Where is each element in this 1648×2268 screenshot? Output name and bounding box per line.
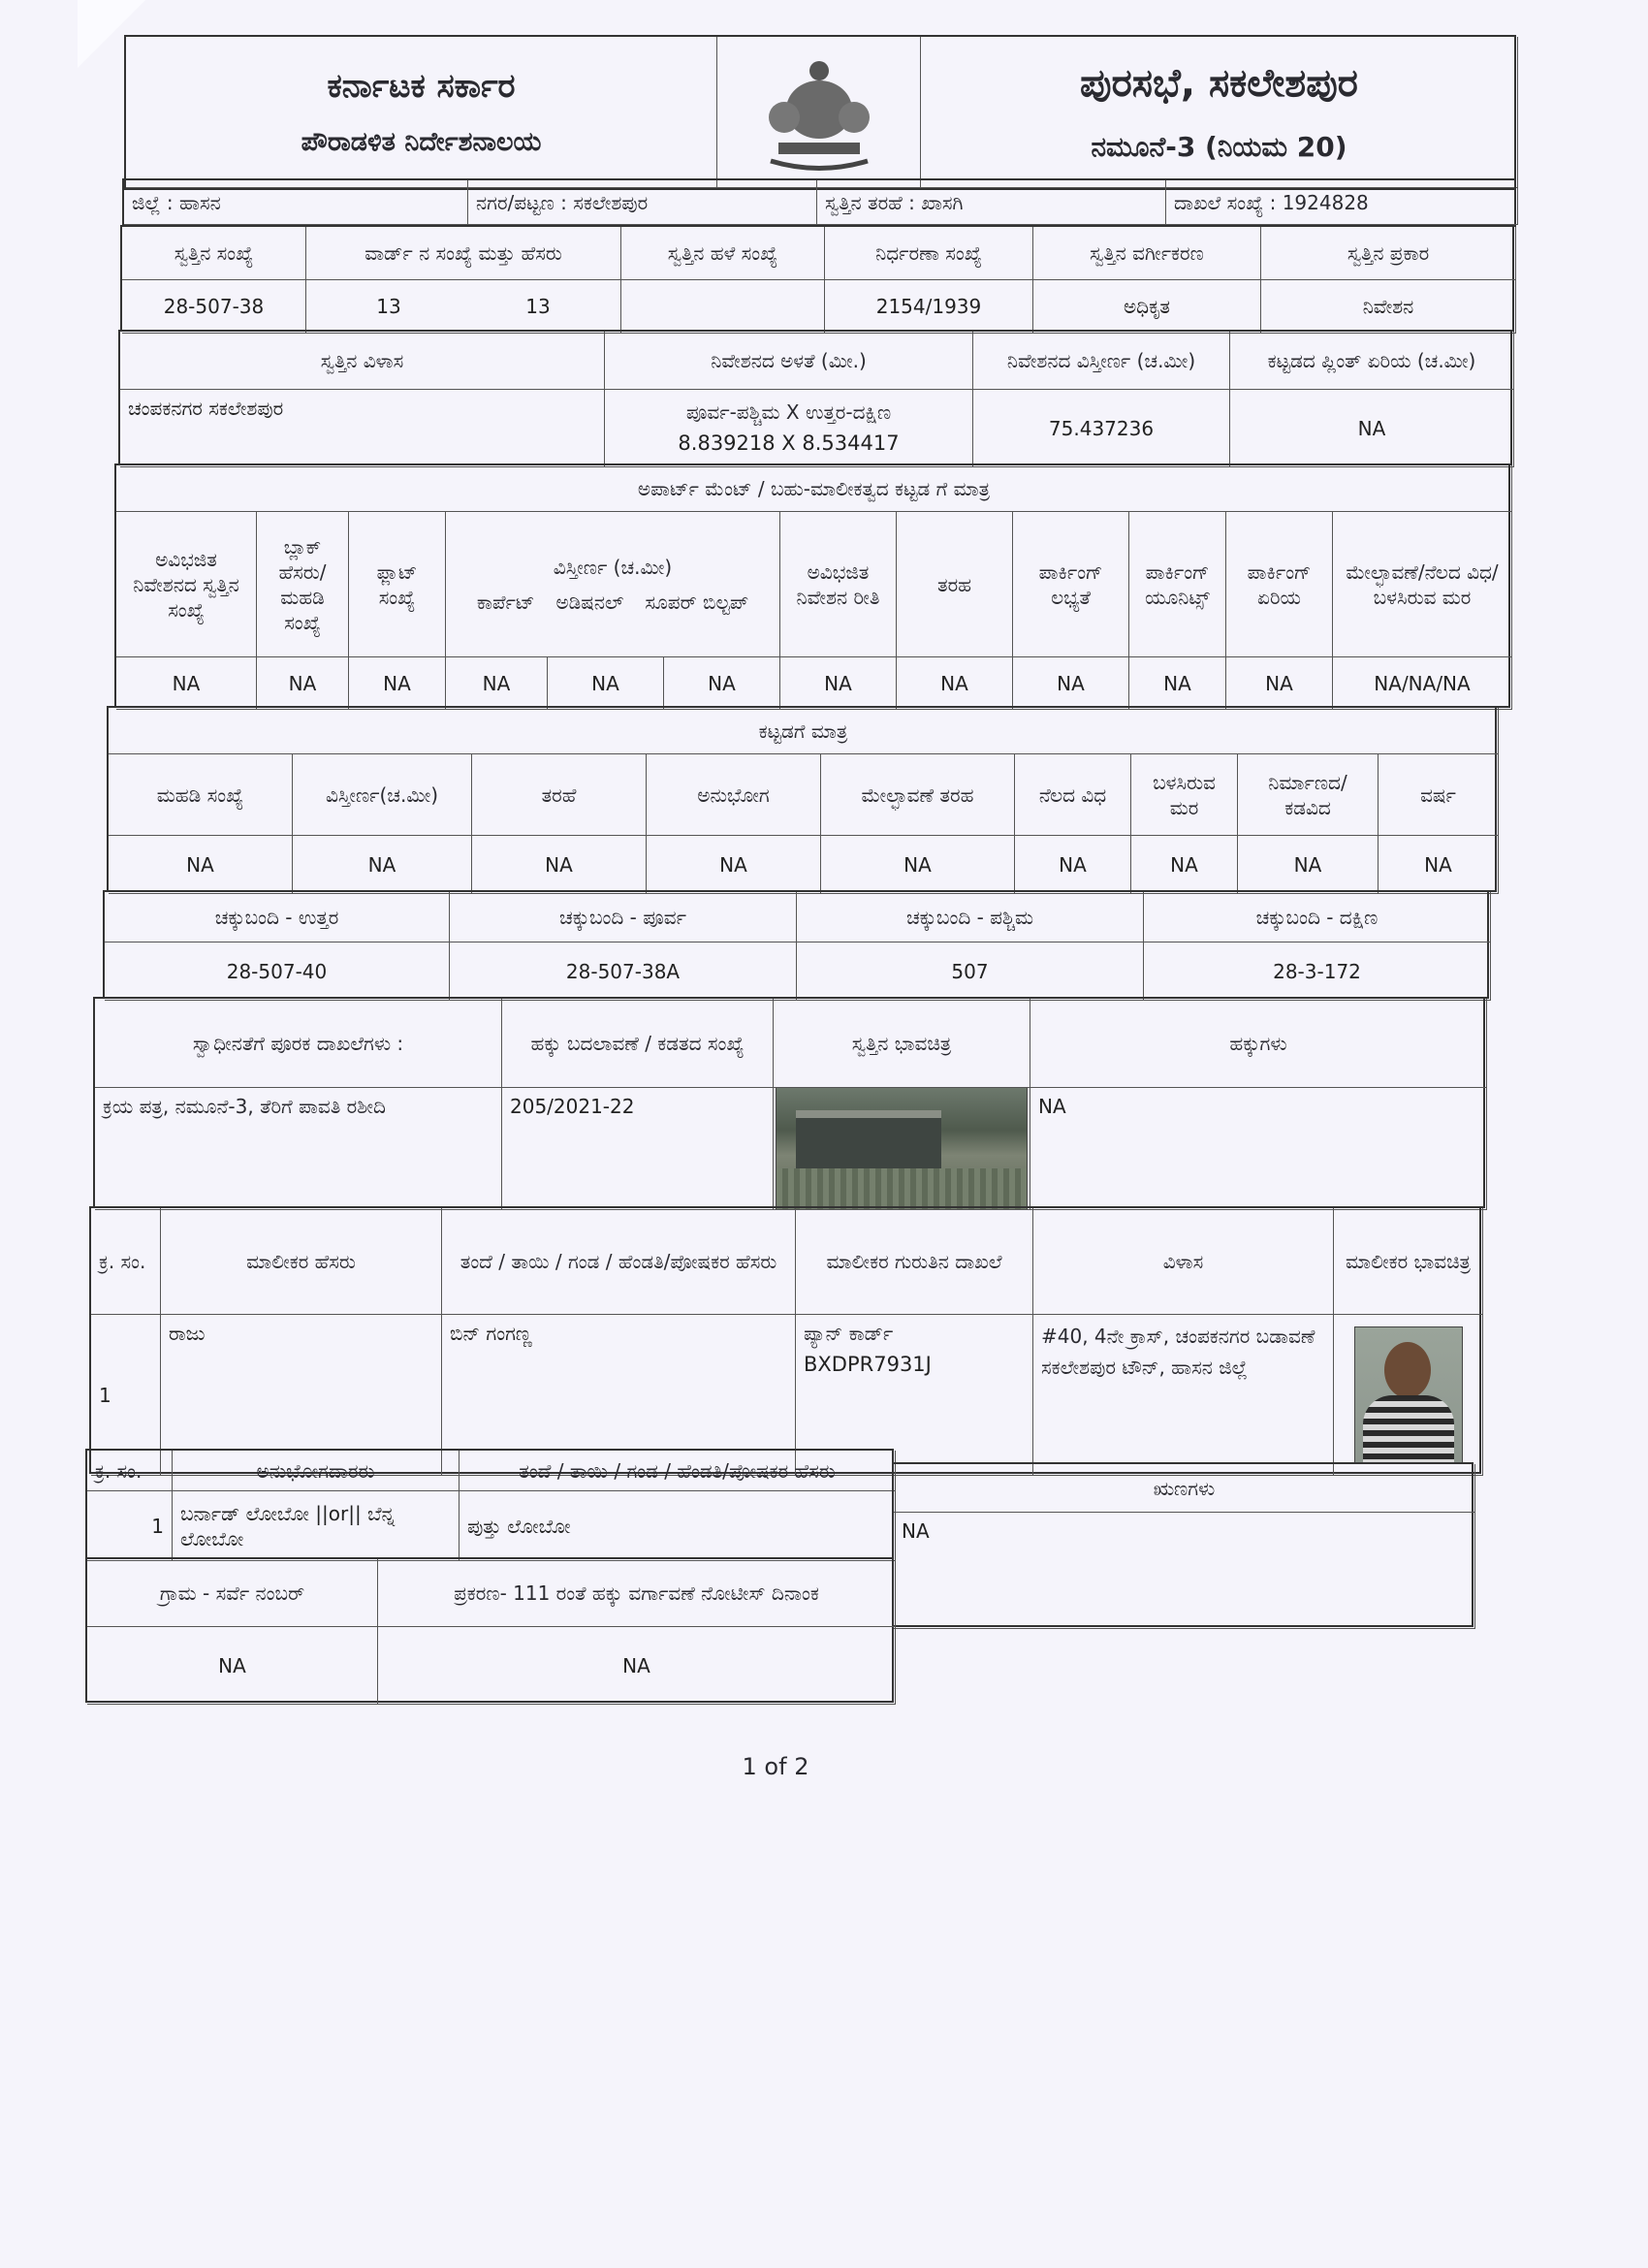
owner-id-header: ಮಾಲೀಕರ ಗುರುತಿನ ದಾಖಲೆ xyxy=(796,1208,1033,1315)
apartment-value: NA xyxy=(1013,657,1129,710)
block-header: ಬ್ಲಾಕ್ ಹೆಸರು/ ಮಹಡಿ ಸಂಖ್ಯೆ xyxy=(257,512,349,657)
classification-header: ಸ್ವತ್ತಿನ ವರ್ಗೀಕರಣ xyxy=(1033,227,1261,280)
east-boundary-header: ಚಕ್ಕುಬಂದಿ - ಪೂರ್ವ xyxy=(450,892,797,942)
apartment-value: NA xyxy=(1129,657,1226,710)
owner-photo-cell xyxy=(1334,1315,1483,1476)
area-subheaders xyxy=(477,590,748,615)
page-number: 1 of 2 xyxy=(742,1753,809,1780)
form-title: ನಮೂನೆ-3 (ನಿಯಮ 20) xyxy=(1091,131,1347,164)
ward-value xyxy=(306,280,621,334)
occupant-sl-header: ಕ್ರ. ಸಂ. xyxy=(87,1451,173,1491)
kind-header: ಸ್ವತ್ತಿನ ಪ್ರಕಾರ xyxy=(1261,227,1516,280)
header-right xyxy=(921,37,1518,188)
apartment-value: NA/NA/NA xyxy=(1333,657,1512,710)
building-value: NA xyxy=(1379,836,1499,894)
record-number-field: ದಾಖಲೆ ಸಂಖ್ಯೆ : 1924828 xyxy=(1166,180,1518,225)
north-boundary-header: ಚಕ್ಕುಬಂದಿ - ಉತ್ತರ xyxy=(105,892,450,942)
building-value: NA xyxy=(647,836,821,894)
owner-address-header: ವಿಳಾಸ xyxy=(1033,1208,1334,1315)
old-no-value xyxy=(621,280,825,334)
classification-value: ಅಧಿಕೃತ xyxy=(1033,280,1261,334)
prop-no-value: 28-507-38 xyxy=(122,280,306,334)
south-boundary-value: 28-3-172 xyxy=(1144,942,1491,1001)
west-boundary-value: 507 xyxy=(797,942,1144,1001)
ward-header: ವಾರ್ಡ್ ನ ಸಂಖ್ಯೆ ಮತ್ತು ಹೆಸರು xyxy=(306,227,621,280)
east-boundary-value: 28-507-38A xyxy=(450,942,797,1001)
west-boundary-header: ಚಕ್ಕುಬಂದಿ - ಪಶ್ಚಿಮ xyxy=(797,892,1144,942)
building-title: ಕಟ್ಟಡಗೆ ಮಾತ್ರ xyxy=(109,708,1499,754)
kind-value: ನಿವೇಶನ xyxy=(1261,280,1516,334)
owner-name-header: ಮಾಲೀಕರ ಹೆಸರು xyxy=(161,1208,442,1315)
property-photo-header: ಸ್ವತ್ತಿನ ಭಾವಚಿತ್ರ xyxy=(774,999,1030,1088)
parking-area-header: ಪಾರ್ಕಿಂಗ್ ಏರಿಯ xyxy=(1226,512,1333,657)
type-header: ತರಹ xyxy=(897,512,1013,657)
additional-header: ಅಡಿಷನಲ್ xyxy=(555,590,624,614)
emblem-cell xyxy=(717,37,921,188)
owner-photo-head xyxy=(1384,1342,1431,1398)
building-header: ವರ್ಷ xyxy=(1379,754,1499,836)
site-details-table xyxy=(118,330,1512,465)
building-header: ಮಹಡಿ ಸಂಖ್ಯೆ xyxy=(109,754,293,836)
flat-header: ಫ್ಲಾಟ್ ಸಂಖ್ಯೆ xyxy=(349,512,446,657)
parking-availability-header: ಪಾರ್ಕಿಂಗ್ ಲಭ್ಯತೆ xyxy=(1013,512,1129,657)
building-header: ವಿಸ್ತೀರ್ಣ(ಚ.ಮೀ) xyxy=(293,754,472,836)
owner-photo xyxy=(1354,1326,1463,1464)
ward-number: 13 xyxy=(376,295,401,318)
occupant-sl-value: 1 xyxy=(87,1491,173,1561)
dimensions-value xyxy=(605,390,973,467)
apartment-value: NA xyxy=(548,657,664,710)
building-header: ಬಳಸಿರುವ ಮರ xyxy=(1131,754,1238,836)
owner-table xyxy=(89,1206,1481,1474)
apartment-value: NA xyxy=(780,657,897,710)
building-value: NA xyxy=(1131,836,1238,894)
owner-sl-header: ಕ್ರ. ಸಂ. xyxy=(91,1208,161,1315)
area-header: ನಿವೇಶನದ ವಿಸ್ತೀರ್ಣ (ಚ.ಮೀ) xyxy=(973,332,1230,390)
govt-title: ಕರ್ನಾಟಕ ಸರ್ಕಾರ xyxy=(327,66,516,106)
village-survey-value: NA xyxy=(87,1627,378,1705)
property-photo-cell xyxy=(774,1088,1030,1210)
rights-value: NA xyxy=(1030,1088,1487,1210)
parking-units-header: ಪಾರ್ಕಿಂಗ್ ಯೂನಿಟ್ಸ್ xyxy=(1129,512,1226,657)
owner-sl-value: 1 xyxy=(91,1315,161,1476)
building-value: NA xyxy=(1238,836,1379,894)
dimensions-header: ನಿವೇಶನದ ಅಳತೆ (ಮೀ.) xyxy=(605,332,973,390)
building-header: ನೆಲದ ವಿಧ xyxy=(1015,754,1131,836)
directorate-title: ಪೌರಾಡಳಿತ ನಿರ್ದೇಶನಾಲಯ xyxy=(301,127,542,158)
supporting-docs-value: ಕ್ರಯ ಪತ್ರ, ನಮೂನೆ-3, ತೆರಿಗೆ ಪಾವತಿ ರಶೀದಿ xyxy=(95,1088,502,1210)
dimensions-numbers: 8.839218 X 8.534417 xyxy=(678,431,900,455)
prop-no-header: ಸ್ವತ್ತಿನ ಸಂಖ್ಯೆ xyxy=(122,227,306,280)
transfer-notice-value: NA xyxy=(378,1627,896,1705)
owner-parent-value: ಬಿನ್ ಗಂಗಣ್ಣ xyxy=(442,1315,796,1476)
apartment-table xyxy=(114,463,1510,708)
transfer-header: ಹಕ್ಕು ಬದಲಾವಣೆ / ಕಡತದ ಸಂಖ್ಯೆ xyxy=(502,999,774,1088)
apartment-value: NA xyxy=(349,657,446,710)
apartment-value: NA xyxy=(664,657,780,710)
header-left xyxy=(126,37,717,188)
boundary-table xyxy=(103,890,1489,999)
occupant-table xyxy=(85,1449,894,1559)
district-field: ಜಿಲ್ಲೆ : ಹಾಸನ xyxy=(124,180,468,225)
address-value: ಚಂಪಕನಗರ ಸಕಲೇಶಪುರ xyxy=(120,390,605,467)
building-header: ತರಹೆ xyxy=(472,754,647,836)
ward-name: 13 xyxy=(525,295,551,318)
old-no-header: ಸ್ವತ್ತಿನ ಹಳೆ ಸಂಖ್ಯೆ xyxy=(621,227,825,280)
owner-name-value: ರಾಜು xyxy=(161,1315,442,1476)
apartment-value: NA xyxy=(257,657,349,710)
north-boundary-value: 28-507-40 xyxy=(105,942,450,1001)
plinth-header: ಕಟ್ಟಡದ ಪ್ಲಿಂತ್ ಏರಿಯ (ಚ.ಮೀ) xyxy=(1230,332,1514,390)
info-row xyxy=(122,178,1516,227)
south-boundary-header: ಚಕ್ಕುಬಂದಿ - ದಕ್ಷಿಣ xyxy=(1144,892,1491,942)
town-field: ನಗರ/ಪಟ್ಟಣ : ಸಕಲೇಶಪುರ xyxy=(468,180,817,225)
roof-floor-wood-header: ಮೇಲ್ಛಾವಣೆ/ನೆಲದ ವಿಧ/ಬಳಸಿರುವ ಮರ xyxy=(1333,512,1512,657)
supporting-docs-header: ಸ್ವಾಧೀನತೆಗೆ ಪೂರಕ ದಾಖಲೆಗಳು : xyxy=(95,999,502,1088)
owner-address-value: #40, 4ನೇ ಕ್ರಾಸ್, ಚಂಪಕನಗರ ಬಡಾವಣೆ ಸಕಲೇಶಪುರ ಟೌನ್, ಹಾಸನ ಜಿಲ್ಲೆ xyxy=(1033,1315,1334,1476)
building-value: NA xyxy=(293,836,472,894)
occupant-name-header: ಅನುಭೋಗದಾರರು xyxy=(173,1451,460,1491)
property-number-table xyxy=(120,225,1514,332)
liabilities-header: ಋಣಗಳು xyxy=(894,1464,1475,1513)
liabilities-value: NA xyxy=(894,1513,1475,1629)
transfer-notice-header: ಪ್ರಕರಣ- 111 ರಂತೆ ಹಕ್ಕು ವರ್ಗಾವಣೆ ನೋಟೀಸ್ ದಿನಾಂಕ xyxy=(378,1559,896,1627)
state-emblem-icon xyxy=(751,49,887,176)
superbuilt-header: ಸೂಪರ್ ಬಿಲ್ಟಪ್ xyxy=(645,590,749,614)
village-survey-header: ಗ್ರಾಮ - ಸರ್ವೆ ನಂಬರ್ xyxy=(87,1559,378,1627)
apartment-value: NA xyxy=(897,657,1013,710)
apartment-title: ಅಪಾರ್ಟ್ ಮೆಂಟ್ / ಬಹು-ಮಾಲೀಕತ್ವದ ಕಟ್ಟಡ ಗೆ ಮಾತ್ರ xyxy=(116,465,1512,512)
building-value: NA xyxy=(472,836,647,894)
occupant-name-value: ಬರ್ನಾಡ್ ಲೋಬೋ ||or|| ಬೆನ್ನ ಲೋಬೋ xyxy=(173,1491,460,1561)
building-value: NA xyxy=(109,836,293,894)
rights-header: ಹಕ್ಕುಗಳು xyxy=(1030,999,1487,1088)
property-photo xyxy=(776,1088,1028,1210)
owner-parent-header: ತಂದೆ / ತಾಯಿ / ಗಂಡ / ಹೆಂಡತಿ/ಪೋಷಕರ ಹೆಸರು xyxy=(442,1208,796,1315)
area-group-header xyxy=(446,512,780,657)
building-value: NA xyxy=(821,836,1015,894)
carpet-header: ಕಾರ್ಪೆಟ್ xyxy=(476,590,535,614)
building-header: ನಿರ್ಮಾಣದ/ ಕಡವಿದ xyxy=(1238,754,1379,836)
survey-table xyxy=(85,1557,894,1703)
property-type-field: ಸ್ವತ್ತಿನ ತರಹೆ : ಖಾಸಗಿ xyxy=(817,180,1166,225)
building-value: NA xyxy=(1015,836,1131,894)
building-table xyxy=(107,706,1497,892)
area-group-label: ವಿಸ್ತೀರ್ಣ (ಚ.ಮೀ) xyxy=(553,555,673,579)
assessment-value: 2154/1939 xyxy=(825,280,1033,334)
plinth-value: NA xyxy=(1230,390,1514,467)
occupant-parent-value: ಪುತ್ತು ಲೋಬೋ xyxy=(460,1491,896,1561)
apartment-value: NA xyxy=(1226,657,1333,710)
municipality-title: ಪುರಸಭೆ, ಸಕಲೇಶಪುರ xyxy=(1080,61,1358,107)
owner-photo-body xyxy=(1363,1395,1454,1464)
undivided-method-header: ಅವಿಭಜಿತ ನಿವೇಶನ ರೀತಿ xyxy=(780,512,897,657)
apartment-value: NA xyxy=(116,657,257,710)
liabilities-table xyxy=(892,1462,1474,1627)
address-header: ಸ್ವತ್ತಿನ ವಿಳಾಸ xyxy=(120,332,605,390)
dimensions-label: ಪೂರ್ವ-ಪಶ್ಚಿಮ X ಉತ್ತರ-ದಕ್ಷಿಣ xyxy=(685,399,892,424)
building-header: ಮೇಲ್ಛಾವಣೆ ತರಹ xyxy=(821,754,1015,836)
building-header: ಅನುಭೋಗ xyxy=(647,754,821,836)
assessment-header: ನಿರ್ಧರಣಾ ಸಂಖ್ಯೆ xyxy=(825,227,1033,280)
header-block xyxy=(124,35,1516,190)
owner-id-type: ಪ್ಯಾನ್ ಕಾರ್ಡ್ xyxy=(804,1322,894,1345)
occupant-parent-header: ತಂದೆ / ತಾಯಿ / ಗಂಡ / ಹೆಂಡತಿ/ಪೋಷಕರ ಹೆಸರು xyxy=(460,1451,896,1491)
owner-id-number: BXDPR7931J xyxy=(804,1353,932,1376)
owner-photo-header: ಮಾಲೀಕರ ಭಾವಚಿತ್ರ xyxy=(1334,1208,1483,1315)
apartment-value: NA xyxy=(446,657,548,710)
documents-table xyxy=(93,997,1485,1208)
undivided-header: ಅವಿಭಜಿತ ನಿವೇಶನದ ಸ್ವತ್ತಿನ ಸಂಖ್ಯೆ xyxy=(116,512,257,657)
area-value: 75.437236 xyxy=(973,390,1230,467)
transfer-value: 205/2021-22 xyxy=(502,1088,774,1210)
